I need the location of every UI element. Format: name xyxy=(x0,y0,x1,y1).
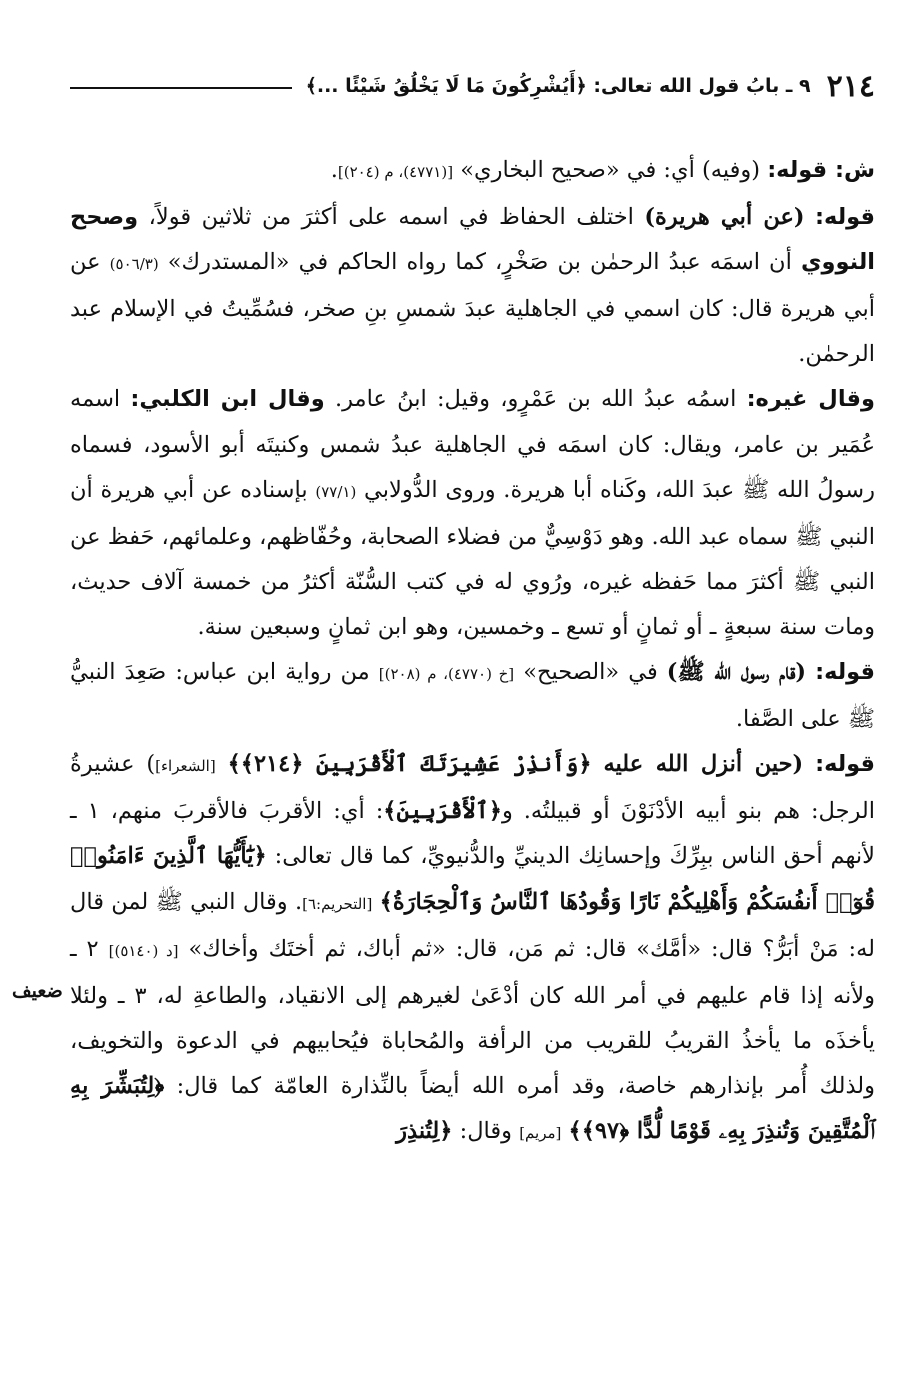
citation: [خ (٤٧٧٠)، م (٢٠٨)] xyxy=(378,665,515,684)
quoted-phrase: (حين أنزل الله عليه xyxy=(603,751,804,778)
body-text-run: اسمه عُمَير بن عامر، ويقال: كان اسمَه في الجاهلية عبدُ شمس وكنيتَه أبو الأسود، فسماه رسولُ الله ﷺ عبدَ الله، وكَناه أبا هريرة. وروى الدُّولابي xyxy=(70,386,875,503)
quran-verse: ﴿لِتُنذِرَ xyxy=(396,1117,453,1144)
body-text-run xyxy=(372,889,379,915)
book-page xyxy=(70,62,875,1352)
page-number: ٢١٤ xyxy=(826,68,875,104)
body-text-run: اسمُه عبدُ الله بن عَمْرٍو، وقيل: ابنُ عامر. xyxy=(324,386,747,413)
label-text: قوله: xyxy=(815,751,876,778)
quran-verse: ﴿وَأَنذِرْ عَشِيرَتَكَ ٱلْأَقْرَبِينَ ﴿٢١٤﴾﴾ xyxy=(227,751,592,778)
label-text: وقال ابن الكلبي: xyxy=(130,386,325,413)
body-text-run: بإسناده عن أبي هريرة أن النبي ﷺ سماه عبد الله. وهو دَوْسِيٌّ من فضلاء الصحابة، وحُفّاظهم، وعلمائهم، حَفظ عن النبي ﷺ أكثرَ مما حَفظه غيره، ورُوي له في كتب السُّنّة أكثرُ من خمسة آلاف حديث، ومات سنة سبعةٍ ـ أو ثمانٍ أو تسع ـ وخمسين، وهو ابن ثمانٍ وسبعين سنة. xyxy=(70,476,875,640)
citation: (٥٠٦/٣) xyxy=(109,255,159,274)
quran-verse: ﴿ٱلْأَقْرَبِينَ﴾ xyxy=(383,798,502,825)
body-text-run: عن أبي هريرة قال: كان اسمي في الجاهلية عبدَ شمسِ بنِ صخر، فسُمِّيتُ في الإسلام عبد الرحمٰن. xyxy=(70,249,875,368)
body-text-run xyxy=(592,751,604,777)
body-text-run: اختلف الحفاظ في اسمه على أكثرَ من ثلاثين قولاً، xyxy=(138,204,645,231)
label-text: وقال غيره: xyxy=(746,386,875,413)
body-text-run: (وفيه) أي: في «صحيح البخاري» xyxy=(453,157,768,183)
header-rule xyxy=(70,87,292,89)
body-text-run: في «الصحيح» xyxy=(514,659,667,686)
label-text: ش: قوله: xyxy=(767,157,875,183)
label-text: وصحح النووي xyxy=(70,204,875,276)
body-text-run xyxy=(805,204,815,230)
citation: [التحريم:٦] xyxy=(302,894,373,913)
citation: (٧٧/١) xyxy=(315,482,357,501)
body-text-run xyxy=(216,751,228,777)
quran-verse: ﴿لِتُبَشِّرَ بِهِ ٱلْمُتَّقِينَ وَتُنذِرَ بِهِۦ قَوْمًا لُّدًّا ﴿٩٧﴾﴾ xyxy=(70,1072,875,1144)
paragraph xyxy=(70,195,875,377)
margin-note: ضعيف xyxy=(12,980,63,1002)
quoted-phrase: (عن أبي هريرة) xyxy=(644,204,805,231)
body-text-run: ) عشيرةُ الرجل: هم بنو أبيه الأدْنَوْنَ أو قبيلتُه. و xyxy=(70,751,876,825)
body-text-run xyxy=(803,751,815,777)
citation: [د (٥١٤٠)] xyxy=(108,941,179,960)
page-header xyxy=(70,62,875,110)
body-text-run: أن اسمَه عبدُ الرحمٰن بن صَخْرٍ، كما رواه الحاكم في «المستدرك» xyxy=(158,249,801,276)
body-text-run: : أي: الأقربَ فالأقربَ منهم، ١ ـ لأنهم أحق الناس ببِرِّكَ وإحسانِك الدينيِّ والدُّنيويِّ، كما قال تعالى: xyxy=(70,798,875,870)
quran-verse: ﴿يَٰٓأَيُّهَا ٱلَّذِينَ ءَامَنُوا۟ قُوٓا۟ أَنفُسَكُمْ وَأَهْلِيكُمْ نَارًا وَقُودُهَا ٱلنَّاسُ وَٱلْحِجَارَةُ﴾ xyxy=(70,843,875,915)
paragraph xyxy=(70,377,875,650)
body-text-run: . xyxy=(330,157,338,183)
label-text: قوله: xyxy=(815,659,876,686)
citation: [(٤٧٧١)، م (٢٠٤)] xyxy=(337,163,454,181)
citation: [الشعراء] xyxy=(155,757,216,776)
citation: [مريم] xyxy=(519,1123,562,1142)
body-text-run: من رواية ابن عباس: صَعِدَ النبيُّ ﷺ على الصَّفا. xyxy=(70,659,875,733)
paragraph xyxy=(70,650,875,742)
paragraph xyxy=(70,742,875,1156)
paragraph xyxy=(70,148,875,195)
main-text xyxy=(70,148,875,1156)
body-text-run xyxy=(806,659,815,685)
quoted-phrase: (قام رسول الله ﷺ) xyxy=(666,659,807,686)
running-title: ٩ ـ بابُ قول الله تعالى: ﴿أَيُشْرِكُونَ مَا لَا يَخْلُقُ شَيْئًا ...﴾ xyxy=(305,75,811,97)
body-text-run xyxy=(561,1118,568,1144)
label-text: قوله: xyxy=(815,204,875,231)
body-text-run: . وقال النبي ﷺ لمن قال له: مَنْ أبَرُّ؟ قال: «أمَّك» قال: ثم مَن، قال: «ثم أباك، ثم أختَك وأخاك» xyxy=(70,888,875,962)
body-text-run: وقال: xyxy=(452,1117,520,1144)
body-text-run: ٢ ـ ولأنه إذا قام عليهم في أمر الله كان أدْعَىٰ لغيرهم إلى الانقياد، والطاعةِ له، ٣ ـ ولئلا يأخذَه ما يأخذُ القريبُ للقريب من الرأفة والمُحاباة فيُحابيهم في الدعوة والتخويف، ولذلك أُمر بإنذارهم خاصة، وقد أمره الله أيضاً بالنِّذارة العامّة كما قال: xyxy=(70,935,875,1099)
